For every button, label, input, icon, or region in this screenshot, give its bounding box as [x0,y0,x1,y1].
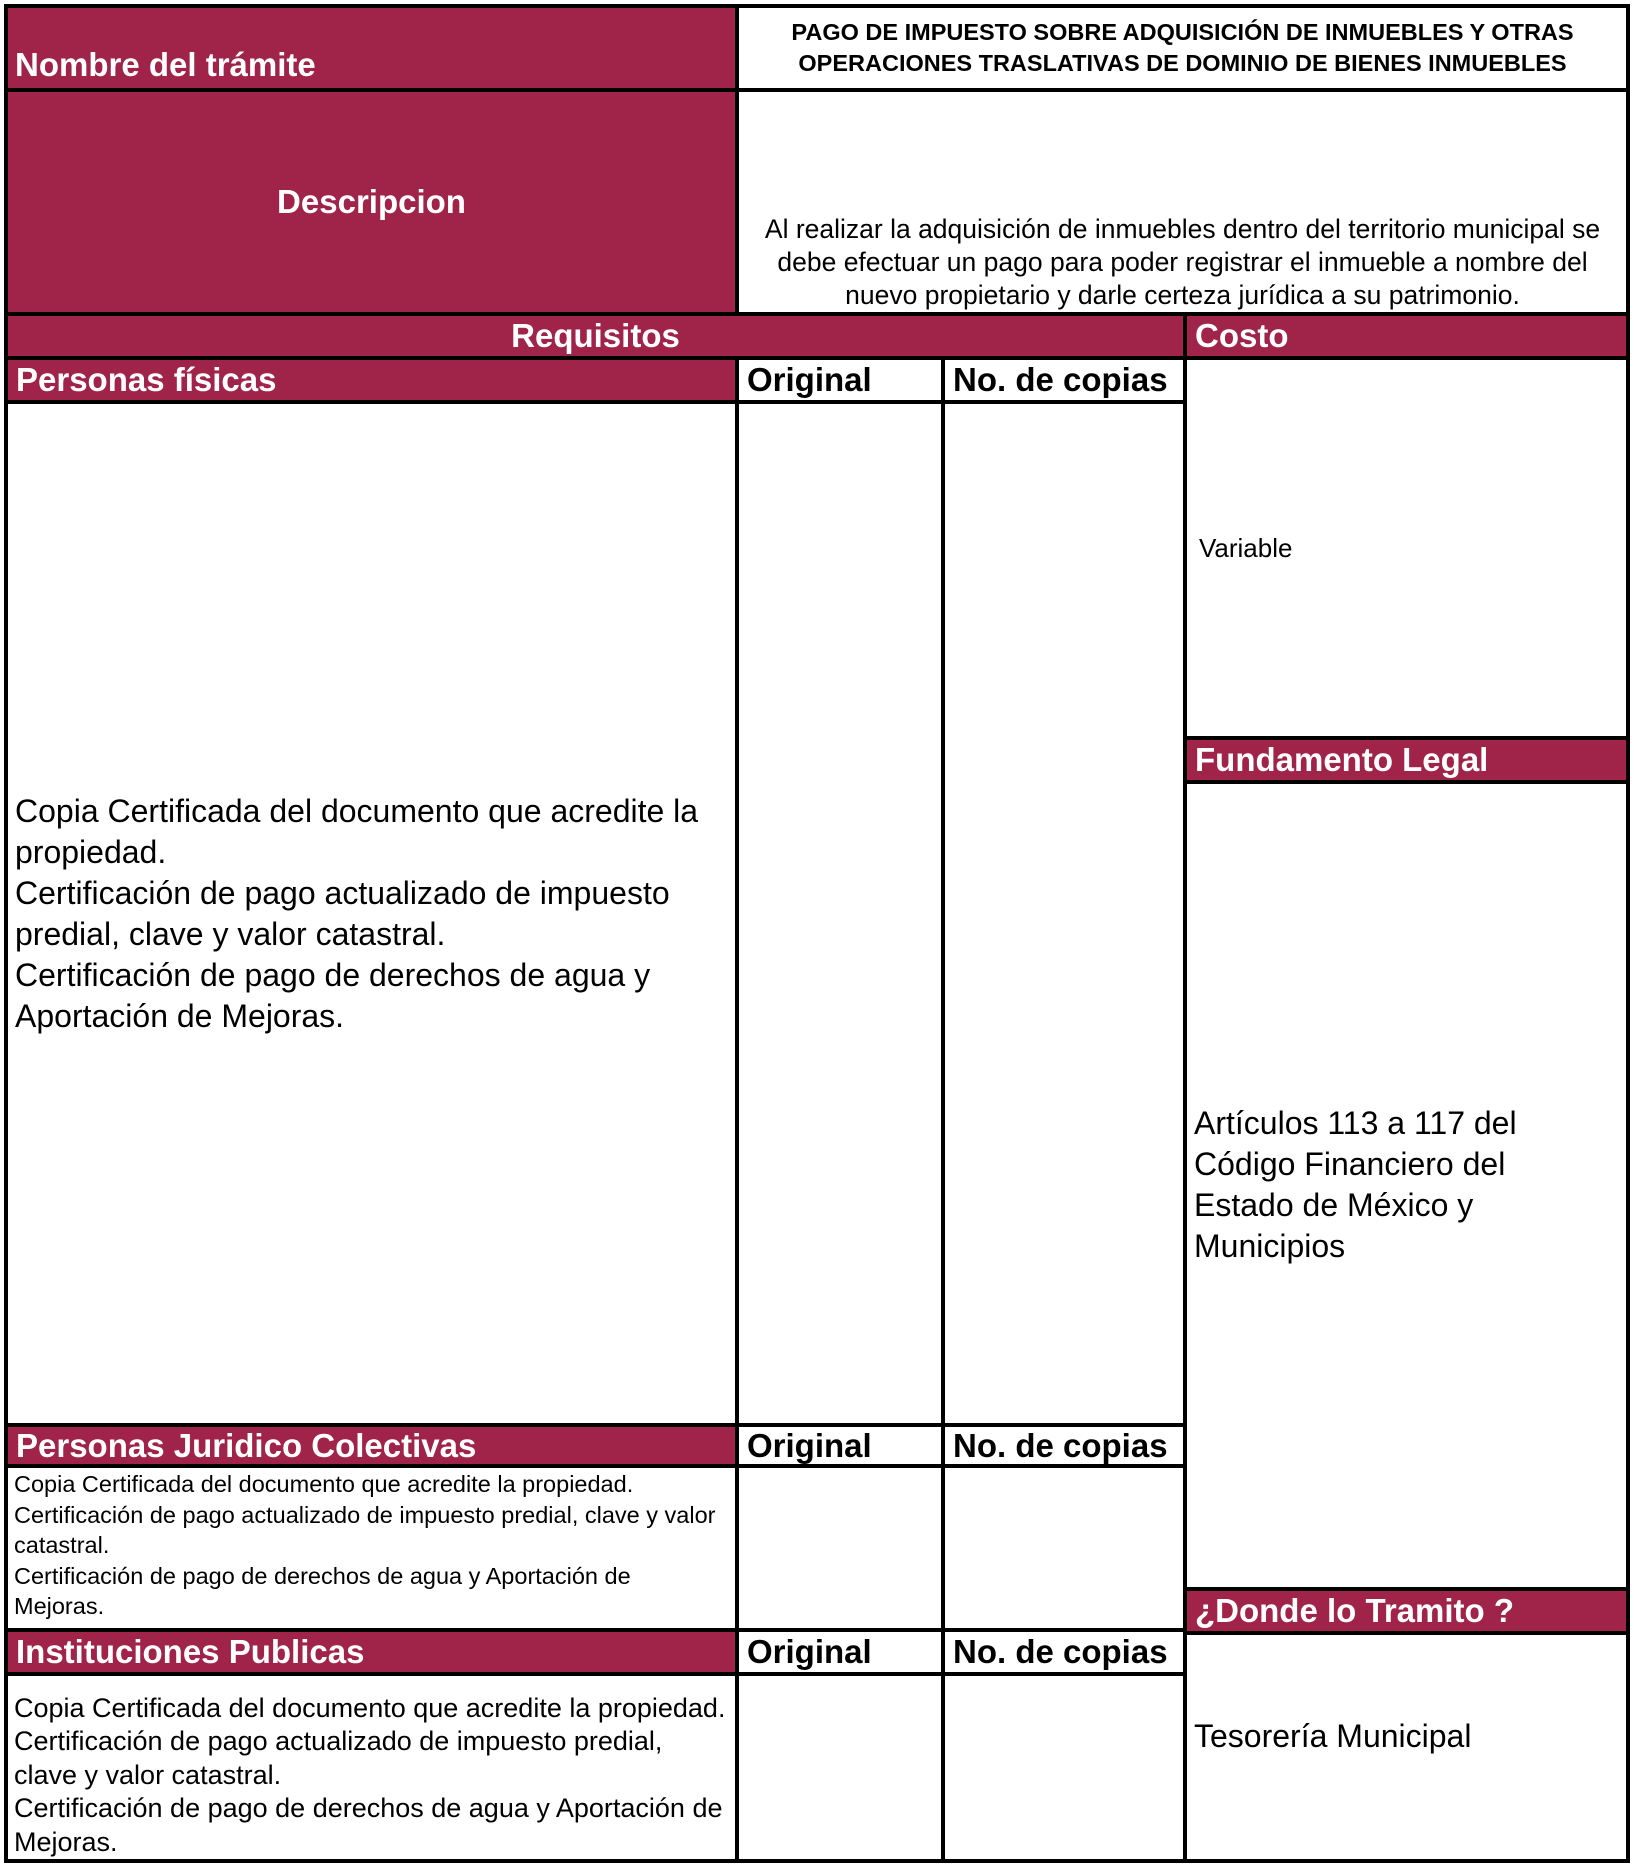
instituciones-original-header [735,1628,945,1676]
tramite-name-label: Nombre del trámite [15,46,316,83]
personas-fisicas-label: Personas físicas [16,361,277,398]
requisitos-title-cell [4,312,1187,360]
personas-juridico-requirements: Copia Certificada del documento que acredite la propiedad. Certificación de pago actualizado de impuesto predial, clave y valor catastral. Certificación de pago de derechos de agua y Aportación de Mejoras. [14,1471,716,1619]
tramite-name-label-cell [4,4,739,92]
costo-label-cell [1183,312,1630,360]
donde-value-cell [1183,1631,1630,1863]
tramite-name-value-cell [735,4,1630,92]
personas-juridico-original-header [735,1423,945,1468]
personas-juridico-requirements-cell [4,1464,739,1632]
personas-juridico-copias-header [941,1423,1187,1468]
descripcion-value: Al realizar la adquisición de inmuebles dentro del territorio municipal se debe efectuar un pago para poder registrar el inmueble a nombre del nuevo propietario y darle certeza jurídica a su patrimonio. [764,214,1601,310]
tramite-name-value: PAGO DE IMPUESTO SOBRE ADQUISICIÓN DE INMUEBLES Y OTRAS OPERACIONES TRASLATIVAS DE DOMINIO DE BIENES INMUEBLES [791,19,1574,76]
personas-fisicas-copias-header [941,356,1187,404]
copias-column-label: No. de copias [953,1633,1168,1670]
original-column-label: Original [747,361,872,398]
personas-fisicas-original-header [735,356,945,404]
original-column-label: Original [747,1633,872,1670]
fundamento-label: Fundamento Legal [1195,741,1489,778]
personas-fisicas-requirements: Copia Certificada del documento que acredite la propiedad. Certificación de pago actualizado de impuesto predial, clave y valor catastral. Certificación de pago de derechos de agua y Aportación de Mejoras. [15,792,699,1034]
instituciones-original-cell [735,1672,945,1863]
personas-juridico-original-cell [735,1464,945,1632]
personas-fisicas-requirements-cell [4,400,739,1427]
costo-value-cell [1183,356,1630,740]
costo-value: Variable [1199,533,1293,563]
fundamento-value: Artículos 113 a 117 del Código Financiero del Estado de México y Municipios [1194,1105,1517,1264]
personas-fisicas-original-cell [735,400,945,1427]
personas-fisicas-copias-cell [941,400,1187,1427]
costo-label: Costo [1195,317,1289,354]
instituciones-requirements-cell [4,1672,739,1863]
fundamento-value-cell [1183,780,1630,1591]
instituciones-header [4,1628,739,1676]
personas-juridico-label: Personas Juridico Colectivas [16,1426,477,1464]
descripcion-label-cell [4,88,739,316]
instituciones-copias-header [941,1628,1187,1676]
original-column-label: Original [747,1426,872,1464]
personas-juridico-copias-cell [941,1464,1187,1632]
descripcion-value-cell [735,88,1630,316]
donde-value: Tesorería Municipal [1194,1717,1472,1754]
copias-column-label: No. de copias [953,361,1168,398]
instituciones-requirements: Copia Certificada del documento que acredite la propiedad. Certificación de pago actualizado de impuesto predial, clave y valor catastral. Certificación de pago de derechos de agua y Aportación de Mejoras. [14,1692,726,1857]
copias-column-label: No. de copias [953,1426,1168,1464]
requisitos-title: Requisitos [511,317,680,354]
personas-fisicas-header [4,356,739,404]
donde-label: ¿Donde lo Tramito ? [1195,1592,1514,1629]
instituciones-copias-cell [941,1672,1187,1863]
donde-label-cell [1183,1587,1630,1635]
instituciones-label: Instituciones Publicas [16,1633,365,1670]
fundamento-label-cell [1183,736,1630,784]
descripcion-label: Descripcion [277,183,466,220]
personas-juridico-header [4,1423,739,1468]
